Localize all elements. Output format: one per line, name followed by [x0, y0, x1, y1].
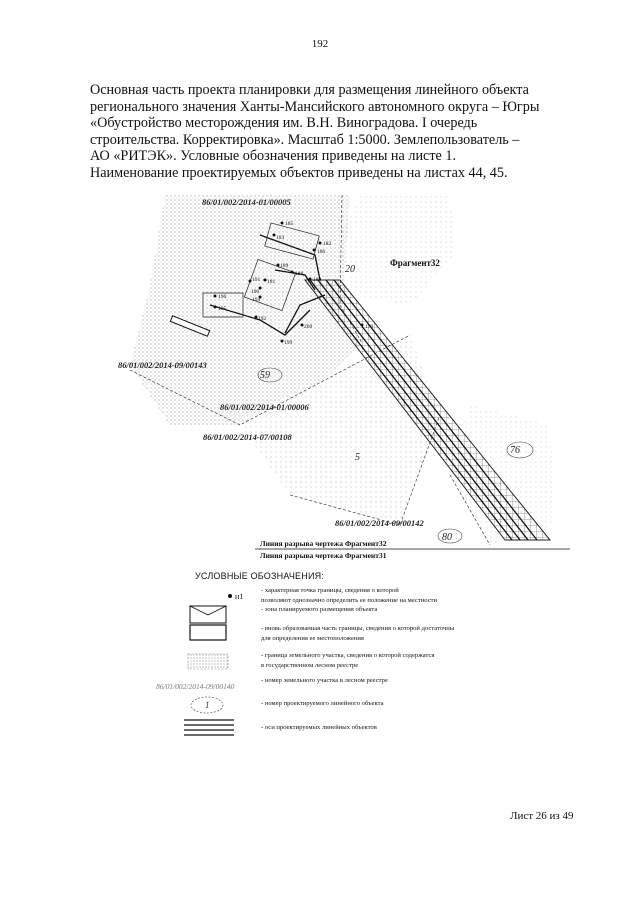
boundary-point	[313, 249, 316, 252]
legend-symbol	[160, 714, 255, 740]
parcel-number: 86/01/002/2014-01/00006	[220, 402, 309, 412]
boundary-point	[281, 222, 284, 225]
legend-text: - вновь образованная часть границы, сведения о которой достаточны для определения ее местоположения	[261, 625, 455, 642]
parcel-number: 86/01/002/2014-01/00005	[202, 197, 291, 207]
point-label: 194	[252, 297, 261, 303]
point-icon	[160, 586, 255, 606]
break-line-label: Линия разрыва чертежа Фрагмент31	[260, 551, 387, 560]
point-label: 191	[252, 277, 261, 283]
heading-line: строительства. Корректировка». Масштаб 1:5000. Землепользователь –	[90, 131, 520, 148]
legend-text: - зона планируемого размещения объекта	[261, 606, 378, 613]
point-label: 181	[267, 279, 276, 285]
parcel-number: 86/01/002/2014-07/00108	[203, 432, 292, 442]
area-number: 76	[510, 445, 520, 456]
legend-symbol	[160, 651, 255, 677]
point-label: 189	[280, 263, 289, 269]
point-label: 182	[323, 241, 332, 247]
boundary-point	[291, 271, 294, 274]
boundary-point	[319, 242, 322, 245]
new-boundary-icon	[160, 624, 255, 644]
object-number-icon	[160, 695, 255, 715]
area-number: 5	[355, 452, 360, 463]
boundary-point	[214, 295, 217, 298]
legend-symbol	[160, 624, 255, 650]
point-label: 192	[258, 316, 267, 322]
page-number: 192	[311, 38, 329, 50]
point-label: 179	[365, 324, 374, 330]
parcel-number-sample: 86/01/002/2014-09/00140	[156, 682, 235, 691]
axes-icon	[160, 714, 255, 740]
point-label: 188	[295, 271, 304, 277]
point-label: 180	[313, 277, 322, 283]
legend-text: - номер земельного участка в лесном реестре	[261, 677, 388, 684]
point-label: 183	[276, 235, 285, 241]
boundary-point	[309, 278, 312, 281]
object-number-sample: 1	[205, 700, 210, 710]
area-number: 59	[260, 370, 270, 381]
fragment-label: Фрагмент32	[390, 258, 440, 268]
heading-line: «Обустройство месторождения им. В.Н. Виноградова. I очередь	[90, 115, 478, 132]
legend-text: - характерная точка границы, сведения о которой позволяют однозначно определить ее положение на местности	[261, 587, 438, 604]
page-heading	[90, 82, 560, 182]
boundary-point	[361, 324, 364, 327]
legend-text: - номер проектируемого линейного объекта	[261, 700, 384, 707]
legend-text: - граница земельного участка, сведения о которой содержатся в государственном лесном реестре	[261, 652, 435, 669]
area-number: 20	[345, 264, 355, 275]
boundary-point	[214, 306, 217, 309]
point-label: 195	[218, 306, 227, 312]
forest-area	[342, 195, 455, 305]
page-footer: Лист 26 из 49	[510, 810, 574, 822]
legend-item-new-part	[160, 624, 500, 652]
point-label: 190	[251, 289, 260, 295]
parcel-boundary-icon	[160, 651, 255, 673]
point-label: 200	[304, 324, 313, 330]
break-line-label: Линия разрыва чертежа Фрагмент32	[260, 539, 387, 548]
parcel-number: 86/01/002/2014-09/00143	[118, 360, 207, 370]
heading-line: регионального значения Ханты-Мансийского автономного округа – Югры	[90, 98, 540, 115]
heading-line: Наименование проектируемых объектов приведены на листах 44, 45.	[90, 164, 508, 181]
point-label: 185	[285, 221, 294, 227]
zone-icon	[160, 605, 255, 625]
parcel-number: 86/01/002/2014-09/00142	[335, 518, 424, 528]
legend-item-axes	[160, 714, 500, 742]
heading-line: Основная часть проекта планировки для размещения линейного объекта	[90, 82, 529, 98]
planning-map	[110, 195, 580, 565]
point-symbol-label: н1	[235, 592, 244, 601]
point-label: 186	[317, 249, 326, 255]
legend-item-parcel	[160, 651, 500, 679]
area-number: 80	[442, 532, 452, 543]
legend-title: УСЛОВНЫЕ ОБОЗНАЧЕНИЯ:	[195, 571, 325, 581]
heading-line: АО «РИТЭК». Условные обозначения приведены на листе 1.	[90, 148, 457, 165]
point-label: 196	[218, 294, 227, 300]
point-label: 199	[284, 340, 293, 346]
legend-text: - оси проектируемых линейных объектов	[261, 724, 377, 731]
